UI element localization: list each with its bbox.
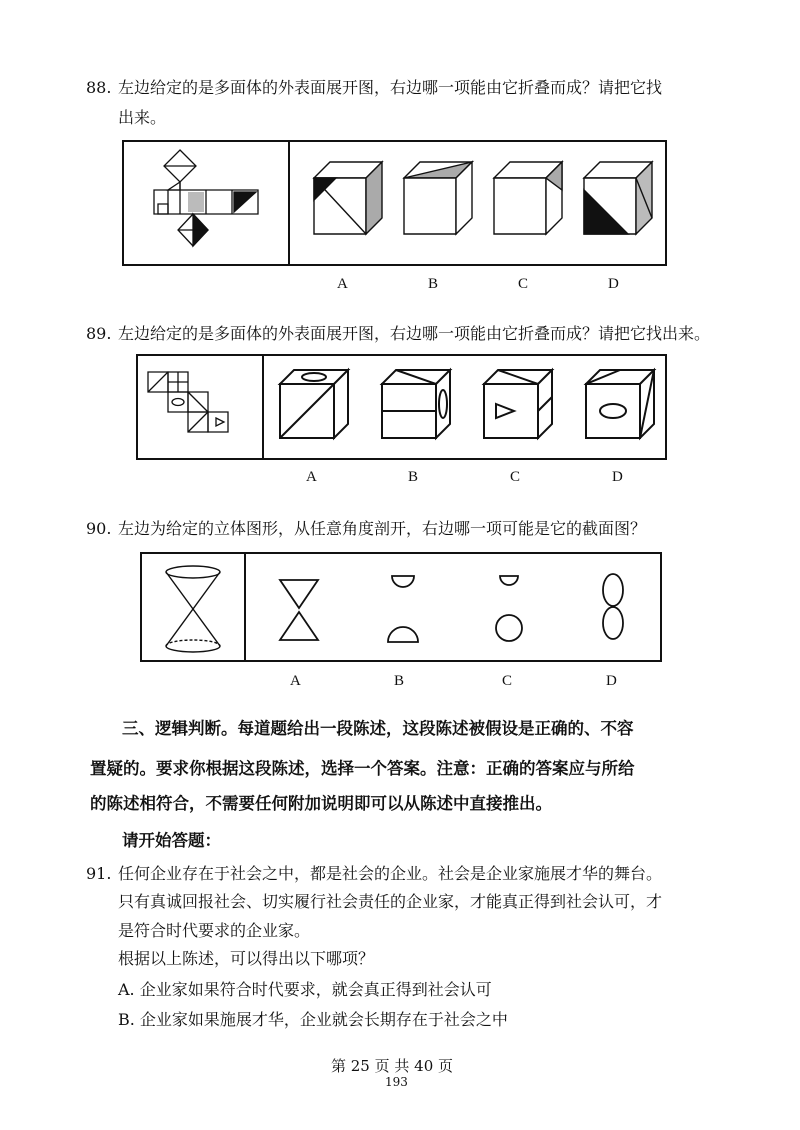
- q90-label-c: C: [502, 673, 513, 689]
- q90-option-c-shapes: [492, 574, 526, 644]
- q91-text-line3: 是符合时代要求的企业家。: [118, 921, 311, 940]
- q88-label-a: A: [337, 276, 348, 292]
- section3-intro-line2: 置疑的。要求你根据这段陈述，选择一个答案。注意：正确的答案应与所给: [90, 759, 635, 778]
- q88-label-b: B: [428, 276, 439, 292]
- q91-option-a: A. 企业家如果符合时代要求，就会真正得到社会认可: [118, 980, 492, 999]
- q91-text-line2: 只有真诚回报社会、切实履行社会责任的企业家，才能真正得到社会认可，才: [118, 892, 663, 911]
- section3-intro-line1: 三、逻辑判断。每道题给出一段陈述，这段陈述被假设是正确的、不容: [122, 719, 634, 738]
- q90-label-b: B: [394, 673, 405, 689]
- q88-label-d: D: [608, 276, 619, 292]
- q91-text-line1: 任何企业存在于社会之中，都是社会的企业。社会是企业家施展才华的舞台。: [118, 864, 663, 883]
- q88-option-a-cube: [312, 160, 386, 236]
- q89-option-a-cube: [278, 368, 350, 440]
- q90-label-d: D: [606, 673, 617, 689]
- q89-option-c-cube: [482, 368, 554, 440]
- q89-label-d: D: [612, 469, 623, 485]
- section3-intro-line3: 的陈述相符合，不需要任何附加说明即可以从陈述中直接推出。: [90, 794, 552, 813]
- section3-start-prompt: 请开始答题：: [122, 831, 221, 850]
- q89-net-diagram: [146, 370, 248, 446]
- q89-number: 89.: [86, 324, 112, 343]
- q89-label-a: A: [306, 469, 317, 485]
- q90-double-cone: [162, 562, 224, 656]
- q88-number: 88.: [86, 78, 112, 97]
- q90-text-line1: 左边为给定的立体图形，从任意角度剖开，右边哪一项可能是它的截面图？: [118, 519, 647, 538]
- q89-label-b: B: [408, 469, 419, 485]
- q88-option-b-cube: [402, 160, 476, 236]
- footer-page-number: 193: [385, 1075, 408, 1089]
- q90-option-b-semicircles: [386, 574, 420, 644]
- q90-divider: [244, 554, 246, 660]
- q88-text-line1: 左边给定的是多面体的外表面展开图，右边哪一项能由它折叠而成？请把它找: [118, 78, 663, 97]
- q88-text-line2: 出来。: [118, 108, 167, 127]
- q90-number: 90.: [86, 519, 112, 538]
- q88-divider: [288, 142, 290, 264]
- q88-net-diagram: [150, 148, 262, 258]
- q88-option-d-cube: [582, 160, 656, 236]
- footer-page-indicator: 第 25 页 共 40 页: [331, 1057, 454, 1075]
- q89-option-b-cube: [380, 368, 452, 440]
- q91-option-b: B. 企业家如果施展才华，企业就会长期存在于社会之中: [118, 1010, 508, 1029]
- q89-text-line1: 左边给定的是多面体的外表面展开图，右边哪一项能由它折叠而成？请把它找出来。: [118, 324, 711, 343]
- q91-prompt: 根据以上陈述，可以得出以下哪项？: [118, 949, 375, 968]
- q91-number: 91.: [86, 864, 112, 883]
- q88-label-c: C: [518, 276, 529, 292]
- q88-option-c-cube: [492, 160, 566, 236]
- q90-option-d-ellipses: [598, 572, 628, 642]
- q89-label-c: C: [510, 469, 521, 485]
- q90-label-a: A: [290, 673, 301, 689]
- q89-option-d-cube: [584, 368, 656, 440]
- q89-divider: [262, 356, 264, 458]
- q90-option-a-triangles: [278, 578, 320, 642]
